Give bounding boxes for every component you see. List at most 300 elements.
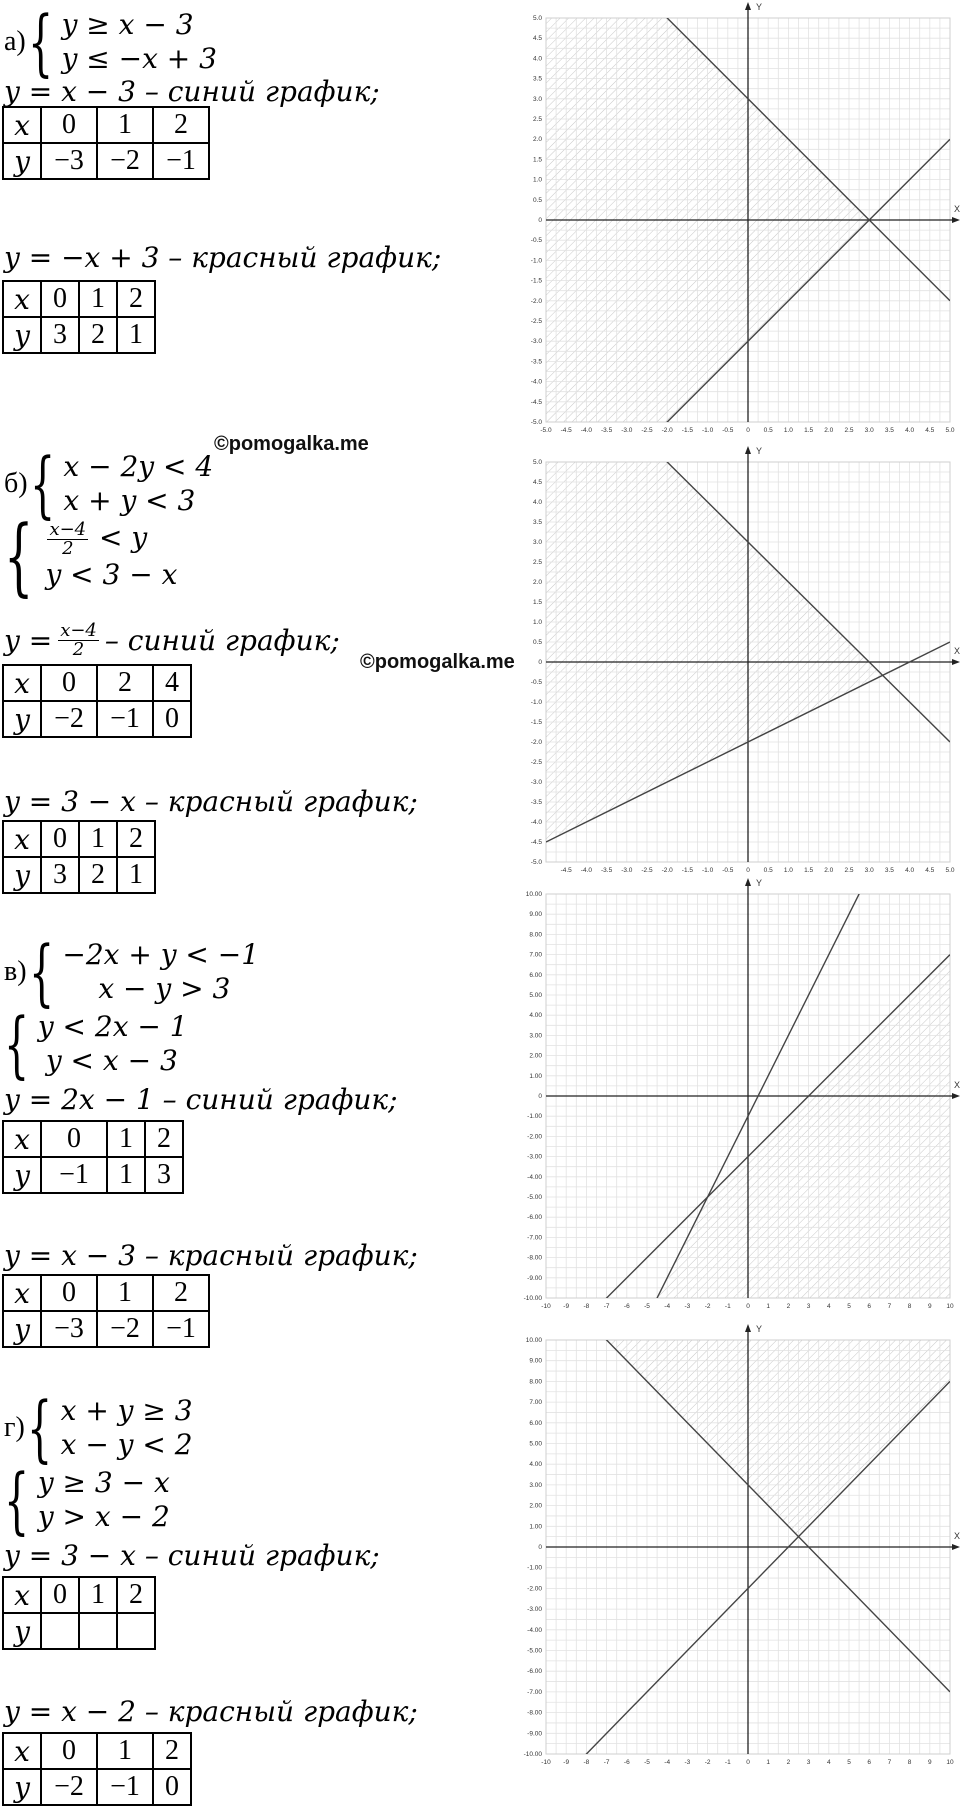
inequality: x − y > 3 [98, 972, 231, 1005]
x-tick-label: -8 [583, 1303, 590, 1310]
table-cell: 2 [79, 317, 117, 353]
table-cell: x [3, 821, 41, 857]
y-tick-label: -2.00 [527, 1585, 542, 1593]
y-tick-label: 10.00 [525, 1337, 542, 1344]
x-tick-label: -7 [603, 1759, 610, 1766]
inequality: −2x + y < −1 [62, 938, 260, 971]
x-tick-label: -6 [623, 1303, 630, 1310]
y-tick-label: -3.00 [527, 1606, 542, 1614]
y-tick-label: -2.5 [530, 318, 542, 325]
part-label: а) [4, 26, 26, 57]
table-cell: −2 [41, 1769, 97, 1805]
table-cell: x [3, 1733, 41, 1769]
table-cell: −1 [153, 1311, 209, 1347]
shaded-region [659, 956, 950, 1298]
table-cell: x [3, 1121, 41, 1157]
table-cell: 2 [153, 107, 209, 143]
x-tick-label: -5 [644, 1759, 650, 1766]
y-tick-label: -5.00 [527, 1647, 542, 1655]
x-tick-label: 1 [766, 1759, 771, 1766]
x-tick-label: -3 [684, 1759, 691, 1766]
table-cell: −2 [41, 701, 97, 737]
table-cell: y [3, 1157, 41, 1193]
x-tick-label: -1 [724, 1759, 731, 1766]
table-cell: x [3, 281, 41, 317]
x-tick-label: -3.0 [621, 427, 633, 434]
x-tick-label: -2.5 [641, 867, 653, 874]
x-tick-label: -1.5 [681, 867, 694, 874]
y-tick-label: -1.00 [527, 1564, 542, 1572]
brace-icon: { [27, 0, 53, 84]
table-cell: −1 [97, 701, 153, 737]
watermark: ©pomogalka.me [214, 433, 369, 455]
red-graph-caption: y = x − 2 – красный график; [4, 1695, 418, 1728]
y-tick-label: 9.00 [529, 1357, 542, 1365]
inequality: x + y ≥ 3 [60, 1394, 193, 1427]
system-a [4, 0, 217, 84]
x-tick-label: -1.5 [681, 427, 694, 434]
values-table [2, 664, 192, 738]
x-tick-label: 0 [746, 427, 750, 434]
y-arrow-icon [745, 878, 751, 886]
table-cell: 0 [153, 1769, 191, 1805]
x-tick-label: -4.0 [580, 867, 593, 874]
x-tick-label: -6 [623, 1759, 630, 1766]
table-cell: x [3, 1275, 41, 1311]
y-tick-label: 1.0 [532, 176, 542, 184]
x-tick-label: -1 [724, 1303, 731, 1310]
y-tick-label: -1.0 [530, 699, 542, 706]
y-tick-label: 1.00 [529, 1072, 542, 1080]
x-tick-label: 4.5 [925, 867, 935, 874]
x-tick-label: 5.0 [945, 427, 955, 434]
x-arrow-icon [952, 217, 960, 223]
graph-d [510, 1318, 960, 1766]
y-tick-label: 3.0 [532, 539, 542, 546]
x-tick-label: 10 [946, 1759, 954, 1766]
table-cell: x [3, 665, 41, 701]
inequality: y < 2x − 1 [37, 1010, 188, 1043]
y-tick-label: -4.00 [527, 1173, 542, 1181]
brace-icon: { [4, 1002, 30, 1086]
graph-c [510, 876, 960, 1310]
table-cell: x [3, 1577, 41, 1613]
blue-graph-caption: y = x − 3 – синий график; [4, 75, 380, 108]
y-tick-label: 4.0 [532, 499, 542, 506]
x-tick-label: 10 [946, 1303, 954, 1310]
y-tick-label: 4.0 [532, 55, 542, 63]
y-tick-label: -2.0 [530, 297, 542, 305]
y-tick-label: 3.00 [529, 1481, 542, 1489]
values-table [2, 820, 156, 894]
x-tick-label: -2.0 [661, 427, 673, 434]
table-cell: 2 [97, 665, 153, 701]
system-c-transformed [4, 1002, 188, 1086]
y-tick-label: -2.0 [530, 739, 542, 746]
y-tick-label: -5.0 [530, 419, 542, 426]
x-tick-label: -3 [684, 1303, 691, 1310]
x-tick-label: 2.5 [844, 427, 854, 434]
y-tick-label: -9.00 [527, 1730, 542, 1738]
table-cell: 1 [117, 317, 155, 353]
x-tick-label: -9 [563, 1303, 570, 1310]
x-arrow-icon [952, 659, 960, 665]
blue-graph-caption [4, 622, 340, 659]
x-tick-label: -2.0 [661, 867, 673, 874]
table-cell: 2 [145, 1121, 183, 1157]
x-tick-label: -1.0 [701, 427, 714, 434]
table-cell: 1 [97, 1733, 153, 1769]
y-tick-label: 3.00 [529, 1032, 542, 1040]
x-tick-label: 0 [746, 1759, 750, 1766]
x-tick-label: 0.5 [763, 427, 773, 434]
brace-icon: { [4, 507, 34, 605]
inequality: y ≤ −x + 3 [61, 42, 217, 75]
x-tick-label: 4.5 [925, 427, 935, 434]
part-label: г) [4, 1412, 25, 1443]
y-tick-label: 1.00 [529, 1523, 542, 1531]
x-tick-label: -3.5 [600, 427, 613, 434]
y-tick-label: -1.00 [527, 1113, 542, 1121]
y-tick-label: -9.00 [527, 1274, 542, 1282]
x-axis-label: X [954, 204, 960, 214]
table-cell: y [3, 857, 41, 893]
x-axis-label: X [954, 1080, 960, 1090]
blue-graph-caption: y = 3 − x – синий график; [4, 1539, 380, 1572]
inequality: y ≥ x − 3 [61, 8, 194, 41]
table-cell: 2 [117, 1577, 155, 1613]
x-tick-label: 9 [927, 1759, 932, 1766]
fraction-denominator: 2 [72, 639, 85, 660]
system-d-transformed [4, 1458, 170, 1542]
table-cell: y [3, 143, 41, 179]
table-cell: 2 [117, 821, 155, 857]
y-tick-label: 3.5 [532, 75, 542, 83]
inequality: y > x − 2 [37, 1500, 170, 1533]
blue-graph-caption: y = 2x − 1 – синий график; [4, 1083, 398, 1116]
values-table [2, 1576, 156, 1650]
y-tick-label: -2.00 [527, 1133, 542, 1141]
values-table [2, 1120, 184, 1194]
x-tick-label: 8 [907, 1759, 912, 1766]
table-cell: 0 [41, 1121, 107, 1157]
y-tick-label: 9.00 [529, 911, 542, 919]
y-tick-label: 5.00 [529, 1440, 542, 1448]
table-cell: 0 [153, 701, 191, 737]
table-cell: x [3, 107, 41, 143]
table-cell: y [3, 317, 41, 353]
x-tick-label: 3.0 [864, 867, 874, 874]
x-tick-label: 4 [826, 1303, 831, 1310]
y-tick-label: 4.5 [532, 35, 542, 43]
values-table [2, 1274, 210, 1348]
y-tick-label: -3.5 [530, 358, 542, 366]
y-tick-label: 0.5 [532, 639, 542, 646]
inequality: y ≥ 3 − x [37, 1466, 170, 1499]
table-cell: 0 [41, 665, 97, 701]
y-tick-label: -7.00 [527, 1688, 542, 1696]
x-tick-label: -4.5 [560, 867, 572, 874]
y-axis-label: Y [756, 1324, 763, 1334]
table-cell: 2 [153, 1733, 191, 1769]
values-table [2, 280, 156, 354]
y-tick-label: 2.00 [529, 1052, 542, 1060]
y-axis-label: Y [756, 2, 763, 12]
inequality: x + y < 3 [63, 484, 196, 517]
table-cell: 3 [41, 317, 79, 353]
y-tick-label: 4.00 [529, 1461, 542, 1469]
table-cell: 1 [97, 1275, 153, 1311]
table-cell: 1 [79, 821, 117, 857]
x-tick-label: -0.5 [722, 867, 734, 874]
x-tick-label: 1.0 [783, 867, 793, 874]
y-tick-label: -5.00 [527, 1194, 542, 1201]
values-table [2, 1732, 192, 1806]
table-cell: y [3, 1613, 41, 1649]
x-tick-label: -2 [704, 1759, 711, 1766]
table-cell: −3 [41, 1311, 97, 1347]
x-tick-label: 3.5 [884, 867, 894, 874]
table-cell: y [3, 701, 41, 737]
y-tick-label: -4.5 [530, 398, 542, 406]
table-cell: 1 [79, 1577, 117, 1613]
y-tick-label: 0 [538, 659, 542, 666]
table-cell: −1 [153, 143, 209, 179]
fraction-numerator: x−4 [49, 518, 87, 540]
x-tick-label: 7 [887, 1759, 892, 1766]
x-tick-label: 4.0 [905, 867, 915, 874]
y-tick-label: -0.5 [530, 237, 542, 245]
y-tick-label: -6.00 [527, 1668, 542, 1676]
y-tick-label: 5.00 [529, 992, 542, 999]
x-tick-label: 1.0 [783, 427, 793, 434]
y-tick-label: 0.5 [532, 196, 542, 204]
x-tick-label: 7 [887, 1303, 892, 1310]
y-tick-label: 0 [538, 1544, 542, 1551]
x-tick-label: 6 [867, 1759, 872, 1766]
fraction-numerator: x−4 [60, 620, 97, 641]
y-tick-label: 1.5 [532, 156, 542, 164]
x-tick-label: 0 [746, 1303, 750, 1310]
y-tick-label: 4.5 [532, 479, 542, 486]
x-tick-label: 9 [927, 1303, 932, 1310]
x-arrow-icon [952, 1544, 960, 1550]
table-cell: −2 [97, 143, 153, 179]
y-tick-label: -1.5 [530, 719, 542, 726]
x-tick-label: -5 [644, 1303, 650, 1310]
system-b [4, 442, 214, 526]
y-axis-label: Y [756, 446, 763, 456]
system-d [4, 1386, 193, 1470]
brace-icon: { [28, 930, 54, 1014]
x-tick-label: 3 [806, 1303, 811, 1310]
inequality: x − y < 2 [60, 1428, 193, 1461]
x-tick-label: -4 [664, 1759, 671, 1766]
table-cell: 1 [107, 1121, 145, 1157]
x-tick-label: 5 [847, 1759, 851, 1766]
y-axis-label: Y [756, 878, 763, 888]
y-tick-label: -2.5 [530, 759, 542, 766]
part-label: б) [4, 468, 28, 499]
x-tick-label: -2.5 [641, 427, 653, 434]
y-tick-label: -4.0 [530, 378, 542, 386]
red-graph-caption: y = x − 3 – красный график; [4, 1239, 418, 1272]
x-tick-label: -3.5 [600, 867, 613, 874]
x-tick-label: -0.5 [722, 427, 734, 434]
y-tick-label: -3.00 [527, 1153, 542, 1161]
caption-prefix: y = [4, 623, 53, 657]
y-tick-label: -0.5 [530, 679, 542, 686]
y-tick-label: -5.0 [530, 859, 542, 866]
x-tick-label: -4 [664, 1303, 671, 1310]
table-cell [41, 1613, 79, 1649]
y-tick-label: -10.00 [523, 1295, 542, 1302]
x-tick-label: 0.5 [763, 867, 773, 874]
x-tick-label: 5.0 [945, 867, 955, 874]
x-tick-label: 8 [907, 1303, 912, 1310]
red-graph-caption: y = −x + 3 – красный график; [4, 241, 442, 274]
table-cell: 2 [117, 281, 155, 317]
values-table [2, 106, 210, 180]
y-tick-label: 1.0 [532, 619, 542, 626]
part-label: в) [4, 956, 27, 987]
table-cell: 0 [41, 1733, 97, 1769]
x-axis-label: X [954, 1531, 960, 1541]
inequality: y < 3 − x [45, 557, 178, 591]
x-tick-label: -7 [603, 1303, 610, 1310]
y-tick-label: 5.0 [532, 15, 542, 22]
graph-a [510, 0, 960, 434]
x-tick-label: 2 [786, 1759, 791, 1766]
brace-icon: { [4, 1458, 30, 1542]
x-tick-label: 1.5 [804, 867, 814, 874]
y-tick-label: -3.5 [530, 799, 542, 806]
y-arrow-icon [745, 2, 751, 10]
table-cell: −1 [41, 1157, 107, 1193]
inequality: < y [99, 520, 148, 554]
x-axis-label: X [954, 646, 960, 656]
y-tick-label: 2.5 [532, 559, 542, 566]
y-tick-label: 0 [538, 1093, 542, 1100]
x-tick-label: -3.0 [621, 867, 633, 874]
y-tick-label: 1.5 [532, 599, 542, 606]
x-tick-label: 2 [786, 1303, 791, 1310]
y-tick-label: -4.0 [530, 819, 542, 826]
y-tick-label: 3.0 [532, 95, 542, 103]
x-tick-label: -2 [704, 1303, 711, 1310]
x-tick-label: 3.5 [884, 427, 894, 434]
y-tick-label: -3.0 [530, 779, 542, 786]
y-tick-label: 10.00 [525, 891, 542, 898]
y-arrow-icon [745, 446, 751, 454]
x-tick-label: -9 [563, 1759, 570, 1766]
y-tick-label: -4.00 [527, 1626, 542, 1634]
y-tick-label: 0 [538, 217, 542, 224]
table-cell: 0 [41, 1275, 97, 1311]
table-cell: y [3, 1311, 41, 1347]
table-cell: 0 [41, 281, 79, 317]
y-tick-label: 7.00 [529, 1399, 542, 1407]
x-tick-label: 1 [766, 1303, 771, 1310]
inequality: x − 2y < 4 [63, 450, 214, 483]
y-tick-label: 2.5 [532, 116, 542, 123]
y-tick-label: 2.0 [532, 136, 542, 144]
y-tick-label: 6.00 [529, 1419, 542, 1427]
table-cell: −2 [97, 1311, 153, 1347]
y-tick-label: 3.5 [532, 519, 542, 526]
x-tick-label: 6 [867, 1303, 872, 1310]
table-cell: 1 [79, 281, 117, 317]
y-tick-label: 6.00 [529, 971, 542, 979]
x-tick-label: -5.0 [540, 427, 552, 434]
x-arrow-icon [952, 1093, 960, 1099]
red-graph-caption: y = 3 − x – красный график; [4, 785, 418, 818]
table-cell: 1 [107, 1157, 145, 1193]
x-tick-label: -10 [541, 1303, 551, 1310]
table-cell: 1 [97, 107, 153, 143]
table-cell: 1 [117, 857, 155, 893]
table-cell: 2 [153, 1275, 209, 1311]
table-cell: −1 [97, 1769, 153, 1805]
y-tick-label: 7.00 [529, 951, 542, 959]
y-tick-label: 2.0 [532, 579, 542, 586]
x-tick-label: 4 [826, 1759, 831, 1766]
y-tick-label: -8.00 [527, 1709, 542, 1717]
y-tick-label: -3.0 [530, 338, 542, 346]
x-tick-label: -10 [541, 1759, 551, 1766]
x-tick-label: -1.0 [701, 867, 714, 874]
x-tick-label: 5 [847, 1303, 851, 1310]
x-tick-label: 2.5 [844, 867, 854, 874]
y-arrow-icon [745, 1324, 751, 1332]
brace-icon: { [29, 442, 55, 526]
table-cell [79, 1613, 117, 1649]
y-tick-label: -4.5 [530, 839, 542, 846]
x-tick-label: -4.5 [560, 427, 572, 434]
y-tick-label: 8.00 [529, 1378, 542, 1386]
table-cell: 2 [79, 857, 117, 893]
x-tick-label: 4.0 [905, 427, 915, 434]
x-tick-label: 3.0 [864, 427, 874, 434]
table-cell: −3 [41, 143, 97, 179]
x-tick-label: 1.5 [804, 427, 814, 434]
y-tick-label: 2.00 [529, 1502, 542, 1510]
table-cell: 0 [41, 107, 97, 143]
x-tick-label: -4.0 [580, 427, 593, 434]
table-cell: 3 [145, 1157, 183, 1193]
x-tick-label: 3 [806, 1759, 811, 1766]
x-tick-label: 2.0 [824, 867, 834, 874]
graph-b [510, 442, 960, 872]
y-tick-label: -1.0 [530, 257, 542, 265]
y-tick-label: 4.00 [529, 1012, 542, 1020]
y-tick-label: -7.00 [527, 1234, 542, 1242]
y-tick-label: -10.00 [523, 1751, 542, 1758]
brace-icon: { [26, 1386, 53, 1470]
y-tick-label: -1.5 [530, 277, 542, 285]
system-b-transformed [4, 507, 178, 605]
fraction-denominator: 2 [62, 537, 74, 559]
watermark: ©pomogalka.me [360, 651, 515, 673]
y-tick-label: -6.00 [527, 1214, 542, 1222]
y-tick-label: -8.00 [527, 1254, 542, 1262]
table-cell: 0 [41, 1577, 79, 1613]
table-cell [117, 1613, 155, 1649]
y-tick-label: 5.0 [532, 459, 542, 466]
x-tick-label: -8 [583, 1759, 590, 1766]
y-tick-label: 8.00 [529, 931, 542, 939]
caption-suffix: – синий график; [104, 623, 340, 657]
